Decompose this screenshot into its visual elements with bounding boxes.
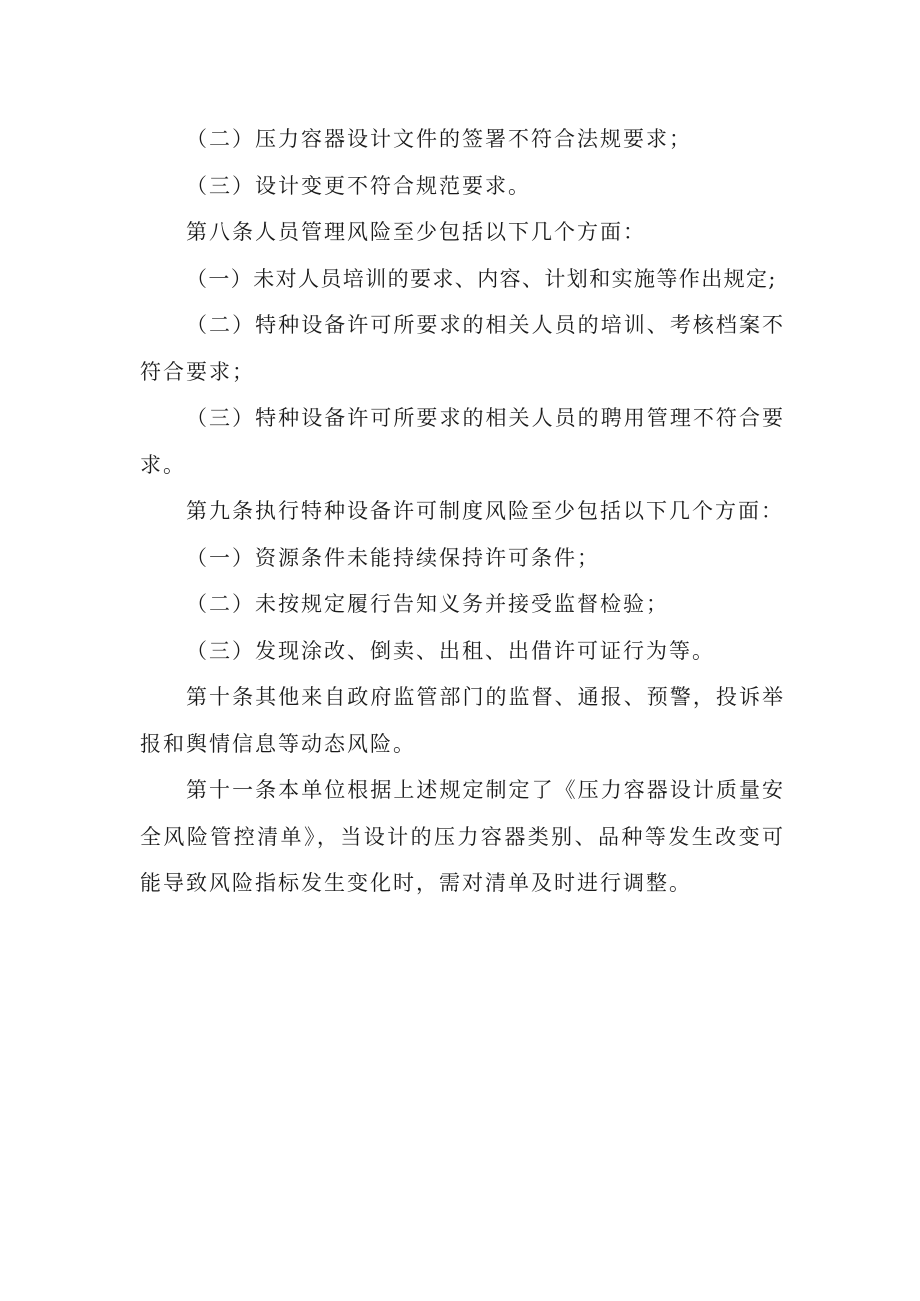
paragraph-article-8-item-3: （三）特种设备许可所要求的相关人员的聘用管理不符合要求。 (140, 406, 785, 477)
paragraph-article-9-item-3: （三）发现涂改、倒卖、出租、出借许可证行为等。 (186, 638, 715, 663)
paragraph-article-9-item-1: （一）资源条件未能持续保持许可条件； (186, 545, 600, 570)
paragraph-article-8-item-1: （一）未对人员培训的要求、内容、计划和实施等作出规定; (186, 266, 777, 291)
paragraph-article-8: 第八条人员管理风险至少包括以下几个方面： (186, 220, 646, 244)
paragraph-article-9: 第九条执行特种设备许可制度风险至少包括以下几个方面： (186, 499, 784, 523)
paragraph-article-10: 第十条其他来自政府监管部门的监督、通报、预警，投诉举报和舆情信息等动态风险。 (140, 685, 785, 756)
paragraph-design-signature: （二）压力容器设计文件的签署不符合法规要求； (186, 127, 692, 151)
paragraph-article-8-item-2: （二）特种设备许可所要求的相关人员的培训、考核档案不符合要求； (140, 313, 785, 384)
paragraph-article-11: 第十一条本单位根据上述规定制定了《压力容器设计质量安全风险管控清单》，当设计的压力容器类别、品种等发生改变可能导致风险指标发生变化时，需对清单及时进行调整。 (140, 778, 785, 895)
paragraph-design-change: （三）设计变更不符合规范要求。 (186, 173, 531, 198)
paragraph-article-9-item-2: （二）未按规定履行告知义务并接受监督检验； (186, 592, 669, 616)
document-body (140, 116, 785, 907)
